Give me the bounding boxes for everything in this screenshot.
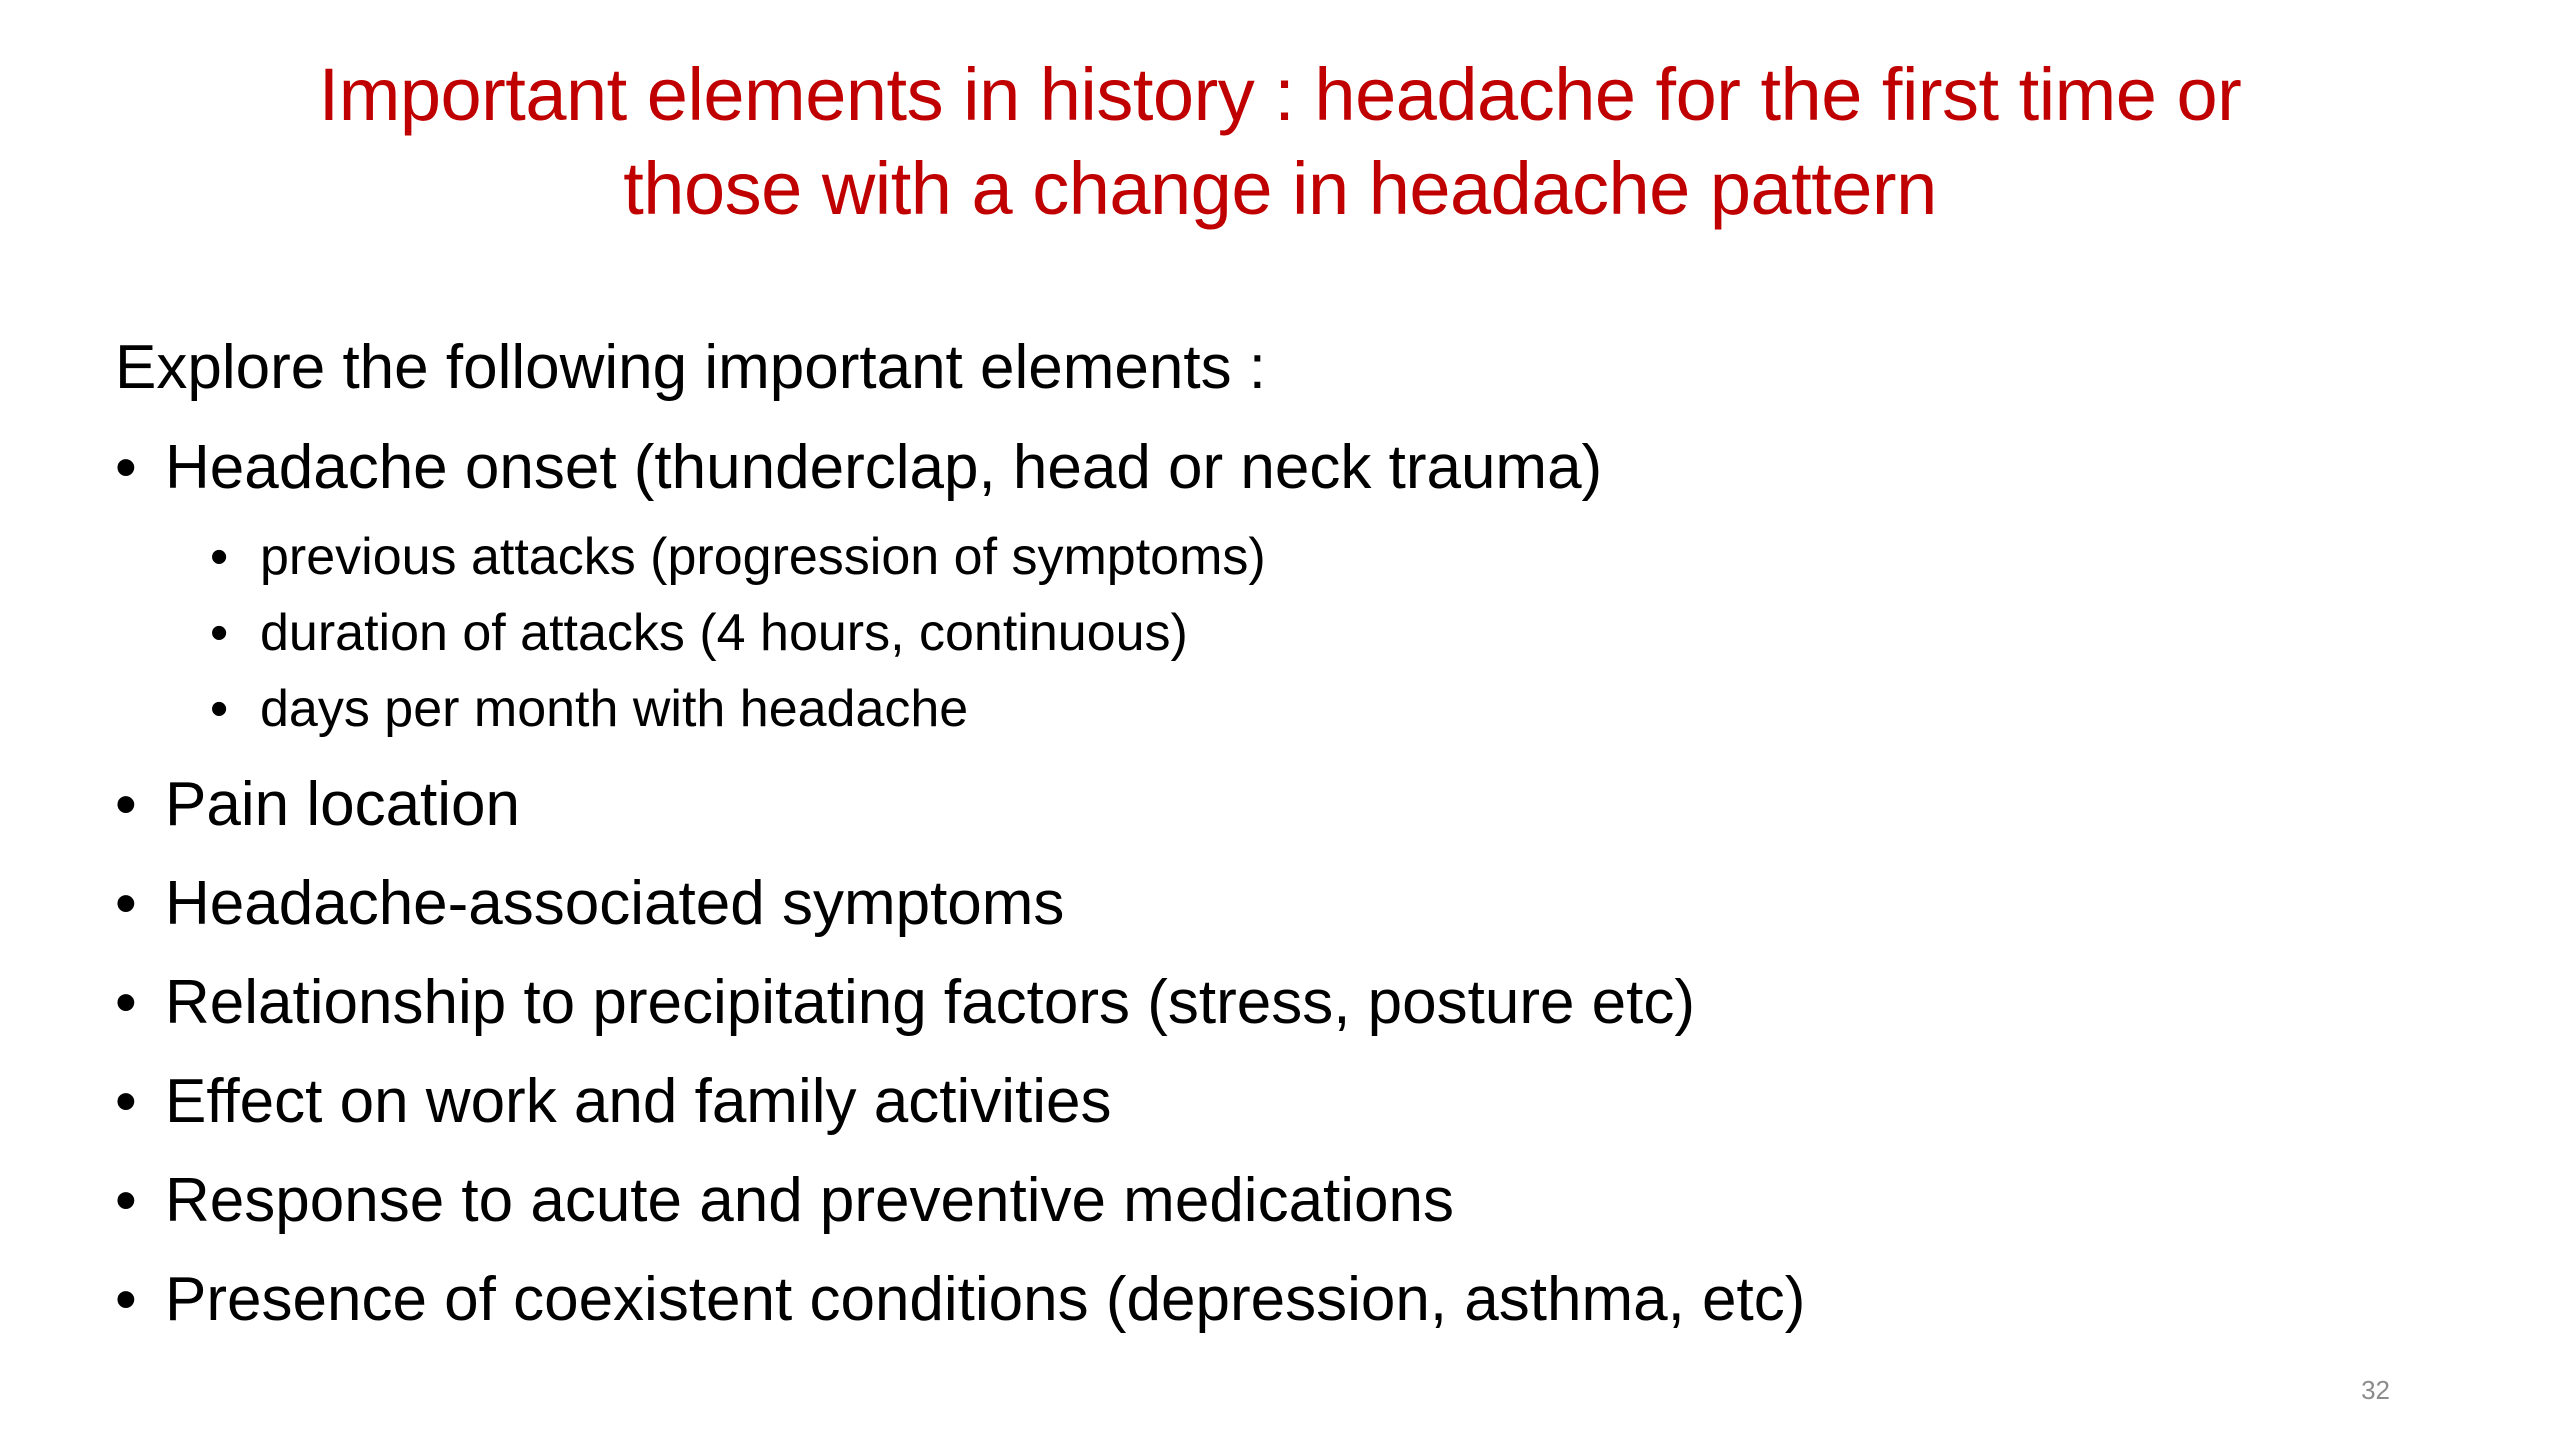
bullet-text: Pain location	[165, 770, 521, 839]
bullet-icon: •	[115, 1166, 137, 1235]
title-line-1: Important elements in history : headache for the first time or	[318, 53, 2242, 136]
bullet-text: Relationship to precipitating factors (stress, posture etc)	[165, 968, 1696, 1037]
slide-title	[180, 48, 2380, 236]
title-line-2: those with a change in headache pattern	[623, 147, 1937, 230]
slide-body	[115, 318, 2415, 1349]
bullet-icon: •	[115, 869, 137, 938]
bullet-text: Response to acute and preventive medications	[165, 1166, 1455, 1235]
bullet-text: Headache onset (thunderclap, head or neck trauma)	[165, 433, 1603, 502]
bullet-icon: •	[115, 1067, 137, 1136]
sub-bullet-text: duration of attacks (4 hours, continuous)	[260, 604, 1188, 662]
bullet-icon: •	[115, 1265, 137, 1334]
bullet-item-headache-onset	[115, 418, 2415, 517]
sub-bullet-item	[115, 595, 2415, 671]
bullet-item-medication-response	[115, 1151, 2415, 1250]
bullet-text: Headache-associated symptoms	[165, 869, 1065, 938]
sub-bullet-item	[115, 519, 2415, 595]
bullet-item-pain-location	[115, 755, 2415, 854]
sub-bullet-list	[115, 519, 2415, 747]
bullet-icon: •	[210, 680, 229, 738]
bullet-item-coexistent-conditions	[115, 1250, 2415, 1349]
bullet-icon: •	[115, 770, 137, 839]
sub-bullet-item	[115, 671, 2415, 747]
intro-text: Explore the following important elements :	[115, 333, 1267, 402]
bullet-item-effect-on-work	[115, 1052, 2415, 1151]
page-number: 32	[2361, 1375, 2390, 1405]
bullet-icon: •	[210, 604, 229, 662]
sub-bullet-text: days per month with headache	[260, 680, 969, 738]
bullet-icon: •	[115, 968, 137, 1037]
bullet-text: Effect on work and family activities	[165, 1067, 1112, 1136]
bullet-icon: •	[210, 528, 229, 586]
bullet-item-precipitating-factors	[115, 953, 2415, 1052]
bullet-icon: •	[115, 433, 137, 502]
sub-bullet-text: previous attacks (progression of symptoms)	[260, 528, 1266, 586]
bullet-item-associated-symptoms	[115, 854, 2415, 953]
bullet-text: Presence of coexistent conditions (depression, asthma, etc)	[165, 1265, 1806, 1334]
